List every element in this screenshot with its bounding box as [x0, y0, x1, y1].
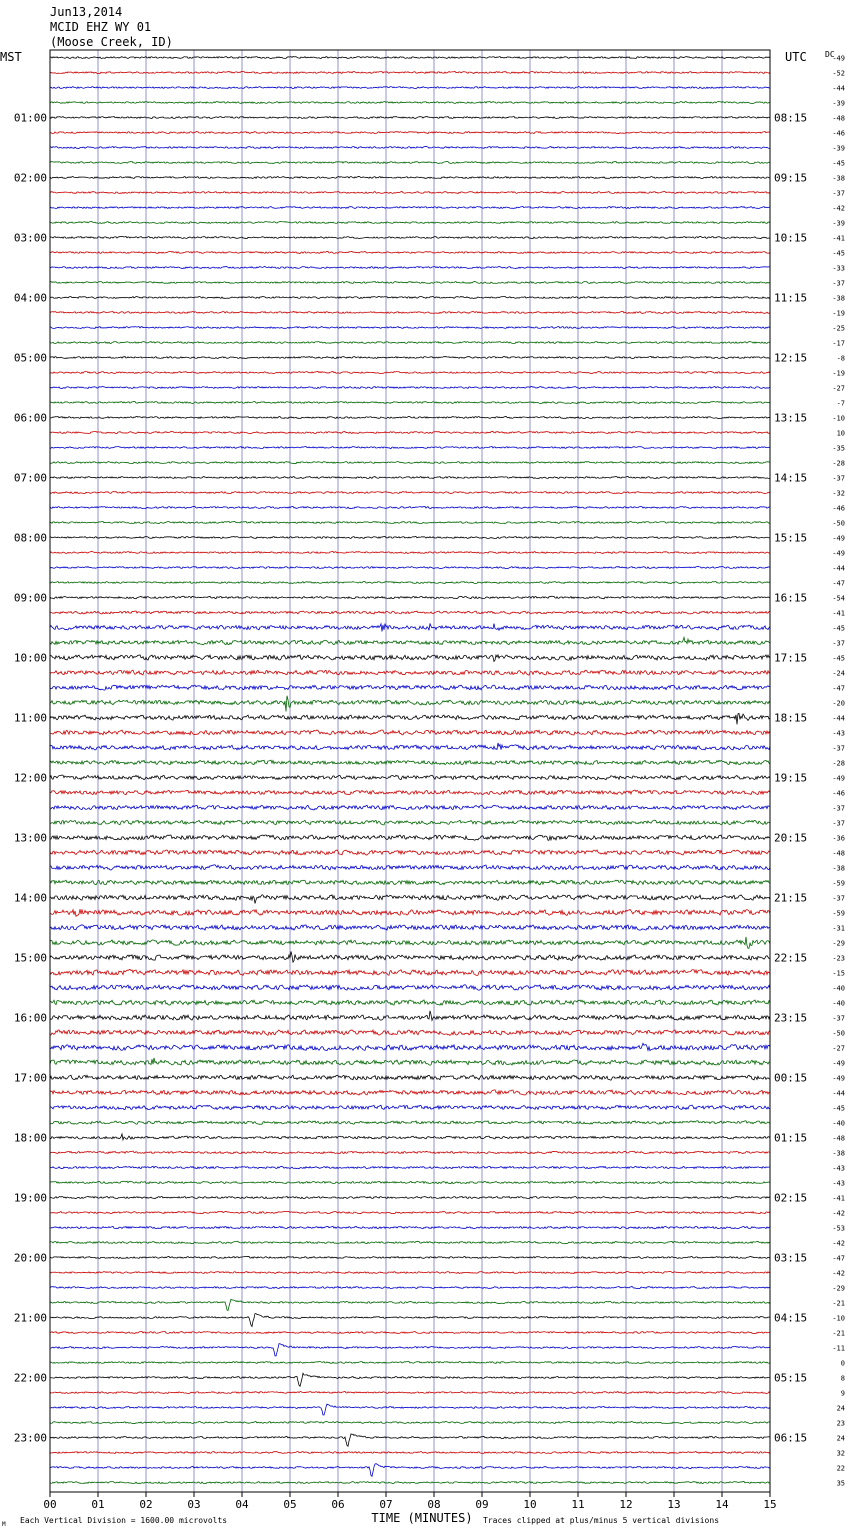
left-hour-label: 18:00	[13, 1131, 47, 1145]
trace-line	[50, 1451, 770, 1453]
dc-offset-label: -39	[832, 99, 845, 108]
dc-offset-label: -49	[832, 549, 845, 558]
dc-offset-label: -37	[832, 189, 845, 198]
x-tick-label: 15	[763, 1498, 777, 1511]
x-tick-label: 08	[427, 1498, 441, 1511]
trace-line	[50, 251, 770, 253]
dc-offset-label: -46	[832, 789, 845, 798]
x-tick-label: 04	[235, 1498, 249, 1511]
trace-line	[50, 743, 770, 750]
trace-line	[50, 296, 770, 298]
dc-offset-label: 24	[836, 1434, 845, 1443]
dc-offset-label: -47	[832, 1254, 845, 1263]
trace-line	[50, 1361, 770, 1363]
dc-offset-label: -48	[832, 1134, 845, 1143]
trace-line	[50, 57, 770, 59]
trace-line	[50, 1286, 770, 1288]
trace-line	[50, 1151, 770, 1153]
left-hour-label: 12:00	[13, 771, 47, 785]
dc-offset-label: -37	[832, 819, 845, 828]
dc-offset-label: -47	[832, 579, 845, 588]
trace-line	[50, 476, 770, 478]
dc-offset-label: -42	[832, 1209, 845, 1218]
trace-line	[50, 596, 770, 599]
dc-offset-label: -44	[832, 84, 845, 93]
trace-line	[50, 266, 770, 268]
right-hour-label: 22:15	[774, 951, 808, 965]
trace-line	[50, 521, 770, 523]
dc-offset-label: -46	[832, 129, 845, 138]
right-hour-label: 09:15	[774, 171, 808, 185]
dc-offset-label: -41	[832, 1194, 845, 1203]
dc-offset-label: -48	[832, 114, 845, 123]
trace-line	[50, 1043, 770, 1050]
trace-line	[50, 1271, 770, 1273]
x-tick-label: 07	[379, 1498, 393, 1511]
header-location: (Moose Creek, ID)	[50, 35, 173, 49]
trace-line	[50, 623, 770, 631]
trace-line	[50, 356, 770, 358]
dc-offset-label: -59	[832, 879, 845, 888]
dc-offset-label: -45	[832, 654, 845, 663]
left-hour-label: 09:00	[13, 591, 47, 605]
trace-line	[50, 1434, 770, 1446]
left-hour-label: 03:00	[13, 231, 47, 245]
trace-line	[50, 1331, 770, 1333]
trace-line	[50, 146, 770, 148]
trace-line	[50, 491, 770, 493]
x-tick-label: 09	[475, 1498, 489, 1511]
trace-line	[50, 1344, 770, 1356]
seismic-traces	[50, 57, 770, 1484]
trace-line	[50, 506, 770, 508]
trace-line	[50, 880, 770, 885]
trace-line	[50, 1314, 770, 1327]
dc-offset-label: -43	[832, 1164, 845, 1173]
dc-offset-label: 8	[840, 1374, 845, 1383]
dc-offset-label: 24	[836, 1404, 845, 1413]
trace-line	[50, 937, 770, 948]
trace-line	[50, 206, 770, 208]
dc-offset-label: -45	[832, 1104, 845, 1113]
dc-offset-label: -45	[832, 159, 845, 168]
dc-offset-label: 35	[836, 1479, 845, 1488]
right-hour-label: 18:15	[774, 711, 808, 725]
header-date: Jun13,2014	[50, 5, 123, 19]
trace-line	[50, 1121, 770, 1125]
dc-offset-label: -38	[832, 174, 845, 183]
dc-offset-label: 10	[836, 429, 845, 438]
trace-line	[50, 1464, 770, 1477]
dc-offset-label: -50	[832, 519, 845, 528]
right-hour-label: 15:15	[774, 531, 808, 545]
right-hour-label: 08:15	[774, 111, 808, 125]
dc-offset-label: -15	[832, 969, 845, 978]
trace-line	[50, 1226, 770, 1228]
dc-offset-label: -47	[832, 684, 845, 693]
footer-left: Each Vertical Division = 1600.00 microvolts	[20, 1516, 228, 1525]
trace-line	[50, 985, 770, 991]
dc-offset-label: -38	[832, 1149, 845, 1158]
left-hour-label: 14:00	[13, 891, 47, 905]
right-hour-label: 14:15	[774, 471, 808, 485]
trace-line	[50, 611, 770, 614]
dc-offset-label: -44	[832, 564, 845, 573]
left-hour-label: 21:00	[13, 1311, 47, 1325]
dc-offset-label: -37	[832, 1014, 845, 1023]
dc-offset-label: -10	[832, 1314, 845, 1323]
dc-offset-label: -23	[832, 954, 845, 963]
dc-offset-label: 32	[836, 1449, 845, 1458]
left-hour-label: 06:00	[13, 411, 47, 425]
dc-offset-label: -37	[832, 894, 845, 903]
trace-line	[50, 730, 770, 735]
trace-line	[50, 236, 770, 238]
dc-offset-label: -49	[832, 774, 845, 783]
trace-line	[50, 775, 770, 780]
x-tick-label: 13	[667, 1498, 681, 1511]
trace-line	[50, 551, 770, 553]
right-hour-label: 04:15	[774, 1311, 808, 1325]
trace-line	[50, 386, 770, 388]
trace-line	[50, 790, 770, 795]
left-hour-label: 04:00	[13, 291, 47, 305]
left-hour-label: 10:00	[13, 651, 47, 665]
dc-offset-label: -48	[832, 849, 845, 858]
dc-offset-label: -28	[832, 459, 845, 468]
trace-line	[50, 835, 770, 840]
trace-line	[50, 1134, 770, 1140]
footer-right: Traces clipped at plus/minus 5 vertical divisions	[483, 1516, 720, 1525]
trace-line	[50, 1241, 770, 1243]
dc-offset-label: -7	[836, 399, 845, 408]
dc-offset-label: -37	[832, 279, 845, 288]
dc-offset-label: -46	[832, 504, 845, 513]
dc-offset-label: -24	[832, 669, 845, 678]
dc-offset-label: -50	[832, 1029, 845, 1038]
dc-offset-label: 0	[840, 1359, 845, 1368]
dc-offset-label: -21	[832, 1329, 845, 1338]
trace-line	[50, 582, 770, 584]
dc-offset-label: -38	[832, 294, 845, 303]
dc-offset-label: 22	[836, 1464, 845, 1473]
trace-line	[50, 447, 770, 449]
right-hour-label: 06:15	[774, 1431, 808, 1445]
dc-offset-label: -19	[832, 309, 845, 318]
trace-line	[50, 1090, 770, 1095]
trace-line	[50, 431, 770, 433]
right-hour-label: 23:15	[774, 1011, 808, 1025]
dc-offset-label: -39	[832, 219, 845, 228]
dc-offset-label: -44	[832, 1089, 845, 1098]
dc-offset-label: -19	[832, 369, 845, 378]
right-hour-label: 03:15	[774, 1251, 808, 1265]
dc-offset-label: -25	[832, 324, 845, 333]
right-hour-label: 17:15	[774, 651, 808, 665]
left-hour-label: 13:00	[13, 831, 47, 845]
x-tick-label: 14	[715, 1498, 729, 1511]
x-tick-label: 06	[331, 1498, 345, 1511]
dc-offset-label: -11	[832, 1344, 845, 1353]
dc-offset-label: -40	[832, 999, 845, 1008]
trace-line	[50, 371, 770, 373]
trace-line	[50, 1481, 770, 1483]
trace-line	[50, 820, 770, 825]
trace-line	[50, 895, 770, 904]
trace-line	[50, 1391, 770, 1393]
dc-offset-labels	[832, 55, 845, 1488]
trace-line	[50, 951, 770, 962]
left-hour-label: 08:00	[13, 531, 47, 545]
dc-offset-label: -43	[832, 729, 845, 738]
trace-line	[50, 566, 770, 568]
right-hour-label: 20:15	[774, 831, 808, 845]
minute-gridlines	[98, 50, 722, 1492]
trace-line	[50, 311, 770, 313]
trace-line	[50, 1404, 770, 1415]
trace-line	[50, 416, 770, 418]
dc-offset-label: -37	[832, 804, 845, 813]
left-timezone-label: MST	[0, 50, 22, 64]
trace-line	[50, 1211, 770, 1213]
trace-line	[50, 71, 770, 73]
dc-offset-label: -49	[832, 534, 845, 543]
dc-offset-label: -39	[832, 144, 845, 153]
x-axis-title: TIME (MINUTES)	[371, 1511, 473, 1525]
left-hour-label: 15:00	[13, 951, 47, 965]
trace-line	[50, 1058, 770, 1065]
left-hour-label: 20:00	[13, 1251, 47, 1265]
right-hour-label: 05:15	[774, 1371, 808, 1385]
right-hour-label: 01:15	[774, 1131, 808, 1145]
dc-offset-label: -41	[832, 609, 845, 618]
trace-line	[50, 401, 770, 403]
trace-line	[50, 1256, 770, 1258]
dc-offset-label: -20	[832, 699, 845, 708]
trace-line	[50, 1030, 770, 1035]
trace-line	[50, 805, 770, 810]
trace-line	[50, 1299, 770, 1310]
trace-line	[50, 87, 770, 89]
dc-offset-label: -49	[832, 54, 845, 63]
dc-offset-label: -54	[832, 594, 845, 603]
trace-line	[50, 637, 770, 644]
dc-offset-label: -43	[832, 1179, 845, 1188]
dc-offset-label: -38	[832, 864, 845, 873]
x-tick-label: 02	[139, 1498, 153, 1511]
left-hour-label: 11:00	[13, 711, 47, 725]
dc-offset-label: -40	[832, 984, 845, 993]
dc-offset-label: -36	[832, 834, 845, 843]
trace-line	[50, 1181, 770, 1183]
dc-offset-label: -59	[832, 909, 845, 918]
trace-line	[50, 1000, 770, 1005]
dc-offset-label: -45	[832, 249, 845, 258]
trace-line	[50, 327, 770, 329]
dc-offset-label: -8	[836, 354, 845, 363]
trace-line	[50, 925, 770, 930]
x-axis-ticks	[43, 1492, 776, 1511]
dc-label: DC	[825, 50, 835, 59]
trace-line	[50, 536, 770, 538]
dc-offset-label: -49	[832, 1074, 845, 1083]
dc-offset-label: -29	[832, 1284, 845, 1293]
right-timezone-label: UTC	[785, 50, 807, 64]
right-hour-label: 02:15	[774, 1191, 808, 1205]
dc-offset-label: -40	[832, 1119, 845, 1128]
dc-offset-label: -49	[832, 1059, 845, 1068]
left-hour-label: 16:00	[13, 1011, 47, 1025]
right-hour-label: 10:15	[774, 231, 808, 245]
x-tick-label: 11	[571, 1498, 585, 1511]
trace-line	[50, 655, 770, 662]
dc-offset-label: -37	[832, 474, 845, 483]
dc-offset-label: 9	[840, 1389, 845, 1398]
x-tick-label: 10	[523, 1498, 537, 1511]
dc-offset-label: -27	[832, 384, 845, 393]
dc-offset-label: 23	[836, 1419, 845, 1428]
right-hour-label: 21:15	[774, 891, 808, 905]
dc-offset-label: -42	[832, 1239, 845, 1248]
footer-mark: M	[2, 1521, 6, 1528]
trace-line	[50, 760, 770, 765]
trace-line	[50, 865, 770, 870]
dc-offset-label: -41	[832, 234, 845, 243]
trace-line	[50, 670, 770, 675]
left-hour-label: 01:00	[13, 111, 47, 125]
trace-line	[50, 713, 770, 724]
right-hour-label: 19:15	[774, 771, 808, 785]
x-tick-label: 05	[283, 1498, 297, 1511]
dc-offset-label: -33	[832, 264, 845, 273]
dc-offset-label: -35	[832, 444, 845, 453]
dc-offset-label: -10	[832, 414, 845, 423]
trace-line	[50, 1166, 770, 1168]
trace-line	[50, 462, 770, 464]
trace-line	[50, 281, 770, 283]
trace-line	[50, 970, 770, 976]
trace-line	[50, 696, 770, 712]
x-tick-label: 01	[91, 1498, 105, 1511]
left-hour-labels	[14, 112, 47, 1445]
trace-line	[50, 342, 770, 344]
dc-offset-label: -37	[832, 744, 845, 753]
dc-offset-label: -21	[832, 1299, 845, 1308]
dc-offset-label: -44	[832, 714, 845, 723]
trace-line	[50, 909, 770, 916]
trace-line	[50, 685, 770, 690]
trace-line	[50, 1075, 770, 1080]
x-tick-label: 03	[187, 1498, 201, 1511]
left-hour-label: 19:00	[13, 1191, 47, 1205]
left-hour-label: 17:00	[13, 1071, 47, 1085]
trace-line	[50, 1196, 770, 1198]
trace-line	[50, 1105, 770, 1110]
x-tick-label: 12	[619, 1498, 633, 1511]
trace-line	[50, 191, 770, 193]
left-hour-label: 02:00	[13, 171, 47, 185]
left-hour-label: 05:00	[13, 351, 47, 365]
left-hour-label: 07:00	[13, 471, 47, 485]
trace-line	[50, 161, 770, 163]
dc-offset-label: -42	[832, 204, 845, 213]
dc-offset-label: -52	[832, 69, 845, 78]
left-hour-label: 23:00	[13, 1431, 47, 1445]
right-hour-label: 16:15	[774, 591, 808, 605]
trace-line	[50, 1373, 770, 1386]
trace-line	[50, 221, 770, 223]
trace-line	[50, 132, 770, 134]
dc-offset-label: -27	[832, 1044, 845, 1053]
trace-line	[50, 102, 770, 104]
trace-line	[50, 176, 770, 178]
dc-offset-label: -17	[832, 339, 845, 348]
dc-offset-label: -42	[832, 1269, 845, 1278]
trace-line	[50, 1421, 770, 1423]
right-hour-label: 00:15	[774, 1071, 808, 1085]
trace-line	[50, 116, 770, 118]
right-hour-label: 11:15	[774, 291, 808, 305]
right-hour-labels	[774, 112, 807, 1445]
dc-offset-label: -37	[832, 639, 845, 648]
dc-offset-label: -32	[832, 489, 845, 498]
x-tick-label: 00	[43, 1498, 57, 1511]
dc-offset-label: -29	[832, 939, 845, 948]
dc-offset-label: -28	[832, 759, 845, 768]
header-channel: MCID EHZ WY 01	[50, 20, 152, 34]
right-hour-label: 12:15	[774, 351, 808, 365]
left-hour-label: 22:00	[13, 1371, 47, 1385]
trace-line	[50, 1011, 770, 1021]
dc-offset-label: -45	[832, 624, 845, 633]
dc-offset-label: -53	[832, 1224, 845, 1233]
trace-line	[50, 850, 770, 855]
plot-frame	[50, 50, 770, 1492]
dc-offset-label: -31	[832, 924, 845, 933]
right-hour-label: 13:15	[774, 411, 808, 425]
